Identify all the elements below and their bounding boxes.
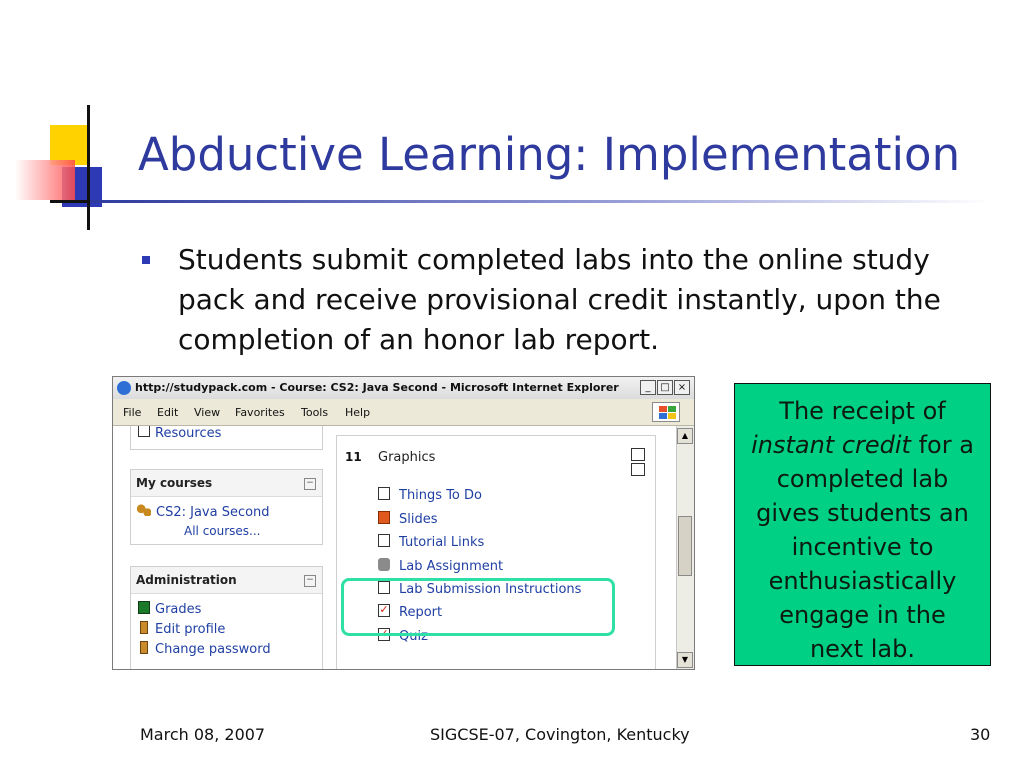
menu-file[interactable]: File: [123, 406, 142, 419]
course-link[interactable]: CS2: Java Second: [156, 505, 270, 520]
callout-line-1: The receipt of: [779, 397, 946, 425]
menu-bar: [113, 399, 694, 426]
menu-edit[interactable]: Edit: [157, 406, 179, 419]
menu-view[interactable]: View: [194, 406, 221, 419]
grades-icon: [138, 601, 150, 614]
topic-item-slides[interactable]: Slides: [399, 512, 438, 527]
topic-item-lab-assignment[interactable]: Lab Assignment: [399, 559, 504, 574]
maximize-button[interactable]: □: [657, 380, 673, 395]
topic-item-quiz[interactable]: Quiz: [399, 629, 428, 644]
administration-block: [130, 566, 323, 670]
topic-item-report[interactable]: Report: [399, 605, 443, 620]
callout-line-2: [735, 428, 990, 462]
callout-box: [734, 383, 991, 666]
windows-flag-icon: [652, 402, 680, 422]
resources-block: [130, 426, 323, 450]
footer-date: March 08, 2007: [140, 725, 266, 744]
logo-yellow-square: [50, 125, 90, 165]
my-courses-header: [131, 470, 322, 497]
callout-line-7: engage in the: [779, 601, 946, 629]
menu-help[interactable]: Help: [345, 406, 371, 419]
browser-title: http://studypack.com - Course: CS2: Java Second - Microsoft Internet Explorer: [135, 381, 619, 394]
logo-mark: [10, 105, 140, 230]
footer-page-number: 30: [970, 725, 991, 744]
topic-item-tutorial-links[interactable]: Tutorial Links: [399, 535, 485, 550]
callout-line-4: gives students an: [756, 499, 969, 527]
title-divider: [90, 200, 990, 203]
assignment-icon: [378, 558, 390, 571]
administration-header: [131, 567, 322, 594]
admin-link-edit-profile[interactable]: Edit profile: [155, 622, 226, 637]
document-icon: [138, 426, 150, 437]
minimize-button[interactable]: _: [640, 380, 656, 395]
document-icon: [378, 534, 390, 547]
close-button[interactable]: ×: [674, 380, 690, 395]
callout-emphasis: instant credit: [751, 431, 911, 459]
scroll-down-button[interactable]: ▼: [677, 652, 693, 668]
menu-tools[interactable]: Tools: [301, 406, 329, 419]
my-courses-title: My courses: [136, 476, 213, 490]
slides-icon: [378, 511, 390, 524]
logo-red-square: [15, 160, 75, 200]
admin-link-change-password[interactable]: Change password: [155, 642, 271, 657]
topic-item-things-to-do[interactable]: Things To Do: [399, 488, 482, 503]
callout-line-5: incentive to: [791, 533, 934, 561]
topic-name: Graphics: [378, 450, 436, 465]
slide-title: Abductive Learning: Implementation: [138, 128, 961, 181]
topic-number: 11: [345, 450, 362, 464]
collapse-administration-button[interactable]: −: [304, 575, 316, 587]
topic-item-lab-submission-instructions[interactable]: Lab Submission Instructions: [399, 582, 582, 597]
highlight-outline: [341, 578, 615, 636]
browser-window: [112, 376, 695, 670]
collapse-my-courses-button[interactable]: −: [304, 478, 316, 490]
browser-titlebar[interactable]: [113, 377, 694, 400]
profile-icon: [140, 621, 148, 634]
callout-line-6: enthusiastically: [768, 567, 957, 595]
callout-line-3: completed lab: [776, 465, 949, 493]
ie-icon: [117, 381, 131, 395]
menu-favorites[interactable]: Favorites: [235, 406, 285, 419]
admin-link-grades[interactable]: Grades: [155, 602, 202, 617]
course-icon: [137, 504, 151, 516]
callout-line-8: next lab.: [809, 635, 916, 663]
quiz-icon: ✓: [379, 627, 389, 640]
page-content: [113, 426, 678, 670]
logo-vertical-line: [87, 105, 90, 230]
all-courses-link[interactable]: All courses...: [184, 524, 261, 538]
password-icon: [140, 641, 148, 654]
resources-link[interactable]: Resources: [155, 426, 222, 441]
report-icon: ✓: [379, 603, 389, 616]
administration-title: Administration: [136, 573, 237, 587]
scroll-up-button[interactable]: ▲: [677, 428, 693, 444]
my-courses-block: [130, 469, 323, 545]
topic-toggle-icons[interactable]: [631, 448, 645, 474]
callout-line-2-rest: for a: [910, 431, 974, 459]
document-icon: [378, 487, 390, 500]
bullet-square-icon: [142, 256, 150, 264]
bullet-text: Students submit completed labs into the online study pack and receive provisional credit instantly, upon the completion of an honor lab report.: [178, 243, 941, 356]
vertical-scrollbar[interactable]: [676, 426, 694, 670]
scroll-thumb[interactable]: [678, 516, 692, 576]
footer-venue: SIGCSE-07, Covington, Kentucky: [430, 725, 690, 744]
